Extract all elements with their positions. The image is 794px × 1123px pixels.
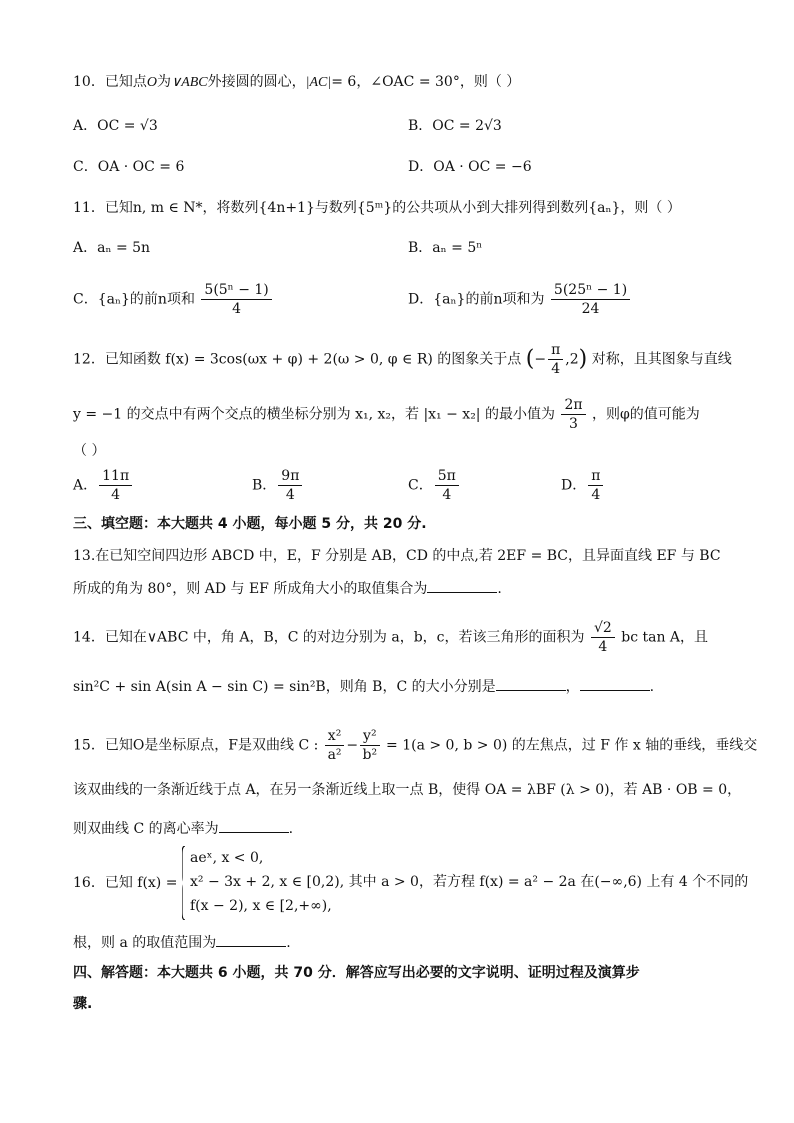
q10-stem: 10．已知点O为∨ABC外接圆的圆心，|AC|= 6，∠OAC = 30°，则（ ）	[73, 74, 521, 90]
q15-answer-blank[interactable]	[219, 818, 289, 833]
q12-min-fraction: $\frac{2\pi}{3}$	[561, 397, 585, 432]
q12-option-d: D． $\frac{\pi}{4}$	[561, 468, 605, 503]
q13-line1: 13.在已知空间四边形 ABCD 中，E，F 分别是 AB，CD 的中点,若 2EF = BC，且异面直线 EF 与 BC	[73, 548, 721, 564]
q12-paren: （ ）	[73, 443, 106, 459]
q12-stem: 12．已知函数 f(x) = 3cos(ωx + φ) + 2(ω > 0, φ ∈ R) 的图象关于点 (− $\frac{\pi}{4}$ ,2) 对称，且其图象与直线	[73, 342, 732, 377]
q11-stem: 11．已知n, m ∈ N*，将数列{4n+1}与数列{5ᵐ}的公共项从小到大排列得到数列{aₙ}，则（ ）	[73, 200, 681, 216]
q10-option-a: A．OC = √3	[73, 118, 158, 134]
section-4-heading-cont: 骤.	[73, 996, 93, 1012]
q10-option-c: C．OA · OC = 6	[73, 159, 185, 175]
q11-option-c: C．{aₙ}的前n项和 $\frac{\text{5(5ⁿ − 1)}}{4}$	[73, 282, 274, 317]
q16-answer-blank[interactable]	[216, 932, 286, 947]
q11-option-d-fraction: $\frac{\text{5(25ⁿ − 1)}}{24}$	[551, 282, 630, 317]
q12-option-a: A． $\frac{11\pi}{4}$	[73, 468, 134, 503]
q13-answer-blank[interactable]	[427, 578, 497, 593]
q12-option-c: C． $\frac{5\pi}{4}$	[408, 468, 461, 503]
q16-brace	[182, 846, 185, 920]
q12-point-fraction: $\frac{\pi}{4}$	[548, 342, 563, 377]
q11-option-b: B．aₙ = 5ⁿ	[408, 240, 483, 256]
q15-line3: 则双曲线 C 的离心率为 .	[73, 818, 293, 838]
q11-option-c-fraction: $\frac{\text{5(5ⁿ − 1)}}{4}$	[201, 282, 271, 317]
q12-option-b: B． $\frac{9\pi}{4}$	[252, 468, 304, 503]
q16-prefix: 16．已知 f(x) =	[73, 875, 178, 891]
q10-option-d: D．OA · OC = −6	[408, 159, 532, 175]
q10-option-b: B．OC = 2√3	[408, 118, 502, 134]
q11-option-d: D．{aₙ}的前n项和为 $\frac{\text{5(25ⁿ − 1)}}{24}$	[408, 282, 632, 317]
q14-line2: sin²C + sin A(sin A − sin C) = sin²B，则角 B，C 的大小分别是 ， .	[73, 676, 654, 696]
section-3-heading: 三、填空题：本大题共 4 小题，每小题 5 分，共 20 分.	[73, 516, 427, 532]
q15-line1: 15．已知O是坐标原点，F是双曲线 C : $\frac{\text{x²}}{\text{a²}}$ − $\frac{\text{y²}}{\text{b²}}$ = 1(a > 0, b > 0) 的左焦点，过 F 作 x 轴的垂线，垂线交	[73, 728, 758, 763]
q14-answer-blank-b[interactable]	[496, 676, 566, 691]
q14-area-fraction: $\frac{√2}{4}$	[591, 620, 615, 655]
q13-line2: 所成的角为 80°，则 AD 与 EF 所成角大小的取值集合为 .	[73, 578, 502, 598]
q14-answer-blank-c[interactable]	[580, 676, 650, 691]
q11-option-a: A．aₙ = 5n	[73, 240, 151, 256]
q15-line2: 该双曲线的一条渐近线于点 A，在另一条渐近线上取一点 B，使得 OA = λBF (λ > 0)，若 AB · OB = 0，	[73, 782, 742, 798]
q16-piecewise: aeˣ, x < 0, x² − 3x + 2, x ∈ [0,2), 其中 a > 0，若方程 f(x) = a² − 2a 在(−∞,6) 上有 4 个不同的 f(x − 2), x ∈ [2,+∞),	[190, 850, 749, 914]
q12-stem-line2: y = −1 的交点中有两个交点的横坐标分别为 x₁, x₂，若 |x₁ − x₂| 的最小值为 $\frac{2\pi}{3}$ ，则φ的值可能为	[73, 397, 700, 432]
q16-line2: 根，则 a 的取值范围为 .	[73, 932, 291, 952]
q14-line1: 14．已知在∨ABC 中，角 A，B，C 的对边分别为 a，b，c，若该三角形的面积为 $\frac{√2}{4}$ bc tan A，且	[73, 620, 709, 655]
section-4-heading: 四、解答题：本大题共 6 小题，共 70 分．解答应写出必要的文字说明、证明过程及演算步	[73, 965, 640, 981]
